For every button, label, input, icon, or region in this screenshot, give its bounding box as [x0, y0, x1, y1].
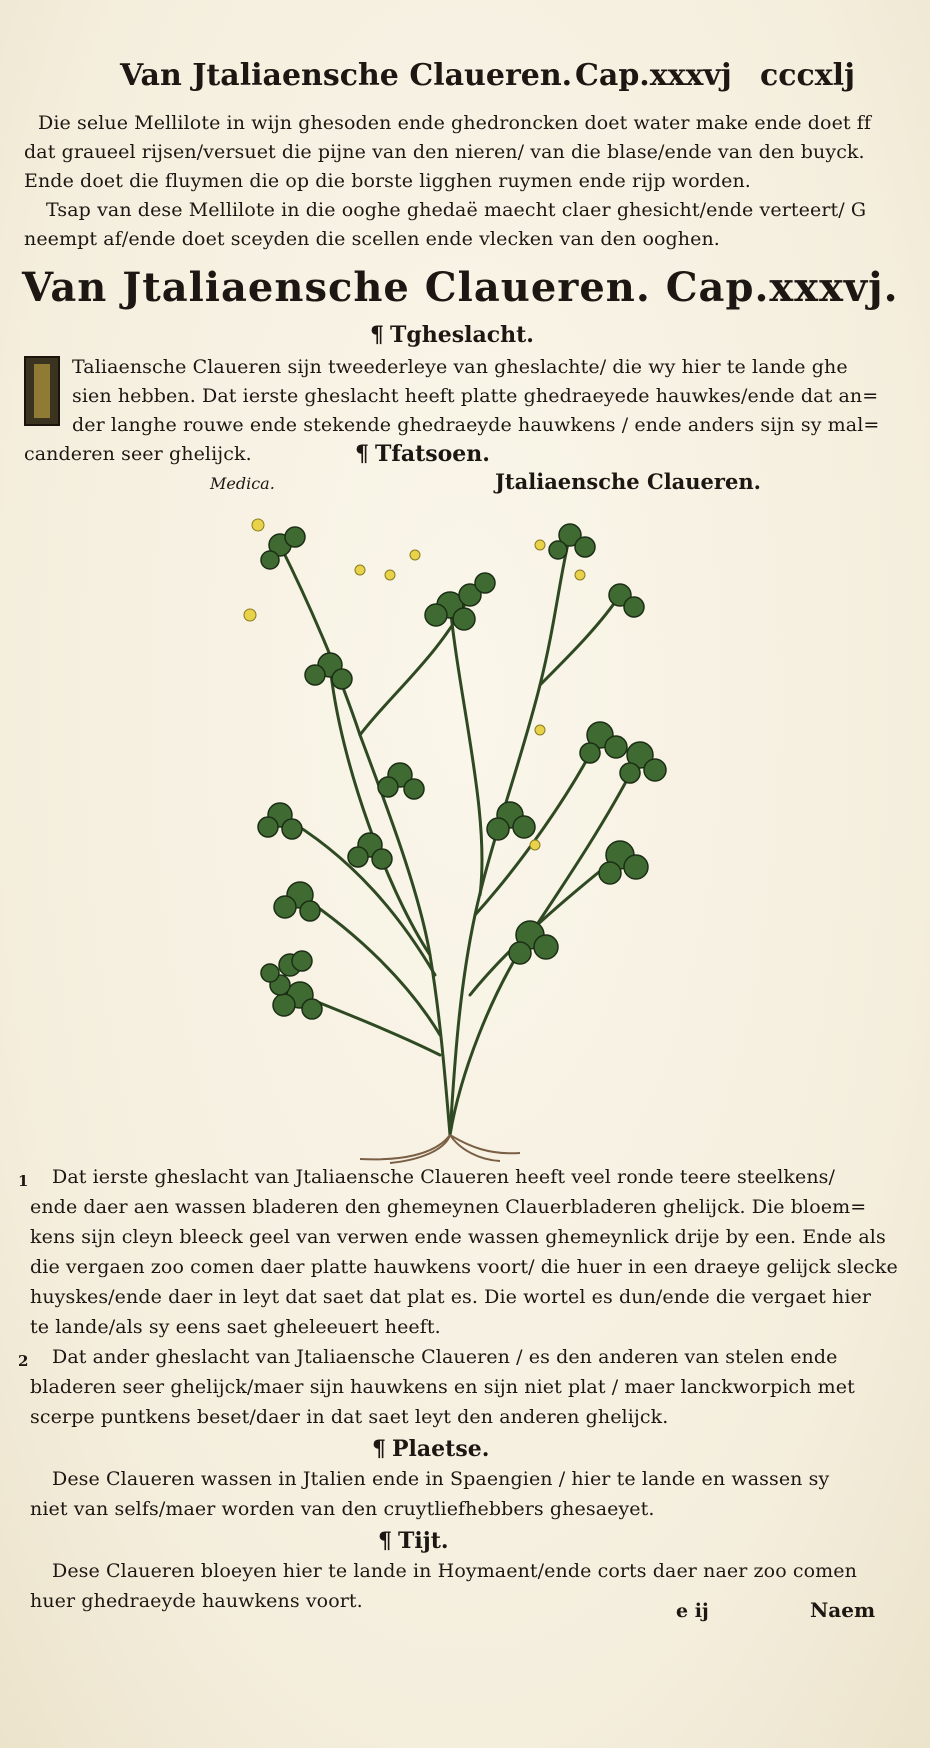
plaetse-line: Dese Claueren wassen in Jtalien ende in Spaengien / hier te lande en wassen sy	[52, 1468, 830, 1490]
pilcrow-icon: ¶	[370, 322, 384, 348]
para1-line: Dat ierste gheslacht van Jtaliaensche Claueren heeft veel ronde teere steelkens/	[52, 1166, 836, 1188]
para1-line: die vergaen zoo comen daer platte hauwkens voort/ die huer in een draeye gelijck slecke	[30, 1256, 898, 1278]
catchword: Naem	[810, 1598, 876, 1622]
running-head-title: Van Jtaliaensche Claueren.	[120, 58, 573, 93]
section-heading-tijt	[378, 1528, 449, 1554]
running-head	[120, 58, 890, 102]
para1-line: ende daer aen wassen bladeren den ghemeynen Clauerbladeren ghelijck. Die bloem=	[30, 1196, 867, 1218]
section-heading-text: Tijt.	[398, 1528, 449, 1554]
geslacht-line: der langhe rouwe ende stekende ghedraeyde hauwkens / ende anders sijn sy mal=	[72, 414, 880, 436]
chapter-title: Van Jtaliaensche Claueren. Cap.xxxvj.	[22, 264, 899, 311]
tijt-line: huer ghedraeyde hauwkens voort.	[30, 1590, 363, 1612]
pilcrow-icon: ¶	[378, 1528, 392, 1554]
para2-line: scerpe puntkens beset/daer in dat saet leyt den anderen ghelijck.	[30, 1406, 669, 1428]
geslacht-line: canderen seer ghelijck.	[24, 443, 252, 465]
pilcrow-icon: ¶	[372, 1436, 386, 1462]
pilcrow-icon: ¶	[355, 441, 369, 467]
folio-number: cccxlj	[760, 58, 855, 93]
plant-woodcut-illustration	[240, 515, 680, 1165]
section-heading-text: Tfatsoen.	[375, 441, 490, 467]
section-heading-fatsoen	[355, 441, 490, 467]
para2-line: bladeren seer ghelijck/maer sijn hauwkens en sijn niet plat / maer lanckworpich met	[30, 1376, 855, 1398]
signature-mark: e ij	[676, 1600, 709, 1622]
section-heading-text: Tgheslacht.	[390, 322, 534, 348]
intro-line: Tsap van dese Mellilote in die ooghe ghedaë maecht claer ghesicht/ende verteert/ G	[46, 199, 867, 221]
para1-line: te lande/als sy eens saet gheleeuert heeft.	[30, 1316, 441, 1338]
geslacht-line: sien hebben. Dat ierste gheslacht heeft platte ghedraeyede hauwkes/ende dat an=	[72, 385, 879, 407]
tijt-line: Dese Claueren bloeyen hier te lande in Hoymaent/ende corts daer naer zoo comen	[52, 1560, 857, 1582]
figure-latin-label: Medica.	[210, 474, 275, 493]
intro-line: neempt af/ende doet sceyden die scellen ende vlecken van den ooghen.	[24, 228, 720, 250]
para1-line: kens sijn cleyn bleeck geel van verwen ende wassen ghemeynlick drije by een. Ende als	[30, 1226, 886, 1248]
paragraph-number: 2	[18, 1352, 29, 1370]
section-heading-geslacht	[370, 322, 534, 348]
para1-line: huyskes/ende daer in leyt dat saet dat plat es. Die wortel es dun/ende die vergaet hier	[30, 1286, 872, 1308]
section-heading-plaetse	[372, 1436, 489, 1462]
intro-line: dat graueel rijsen/versuet die pijne van den nieren/ van die blase/ende van den buyck.	[24, 141, 865, 163]
running-head-chapter: Cap.xxxvj	[575, 58, 732, 93]
figure-vernacular-label: Jtaliaensche Claueren.	[495, 469, 761, 494]
para2-line: Dat ander gheslacht van Jtaliaensche Claueren / es den anderen van stelen ende	[52, 1346, 838, 1368]
paragraph-number: 1	[18, 1172, 29, 1190]
intro-line: Die selue Mellilote in wijn ghesoden ende ghedroncken doet water make ende doet ff	[38, 112, 872, 134]
drop-capital-initial	[24, 356, 60, 426]
geslacht-line: Taliaensche Claueren sijn tweederleye van gheslachte/ die wy hier te lande ghe	[72, 356, 848, 378]
section-heading-text: Plaetse.	[392, 1436, 490, 1462]
intro-line: Ende doet die fluymen die op die borste ligghen ruymen ende rijp worden.	[24, 170, 751, 192]
plaetse-line: niet van selfs/maer worden van den cruytliefhebbers ghesaeyet.	[30, 1498, 655, 1520]
